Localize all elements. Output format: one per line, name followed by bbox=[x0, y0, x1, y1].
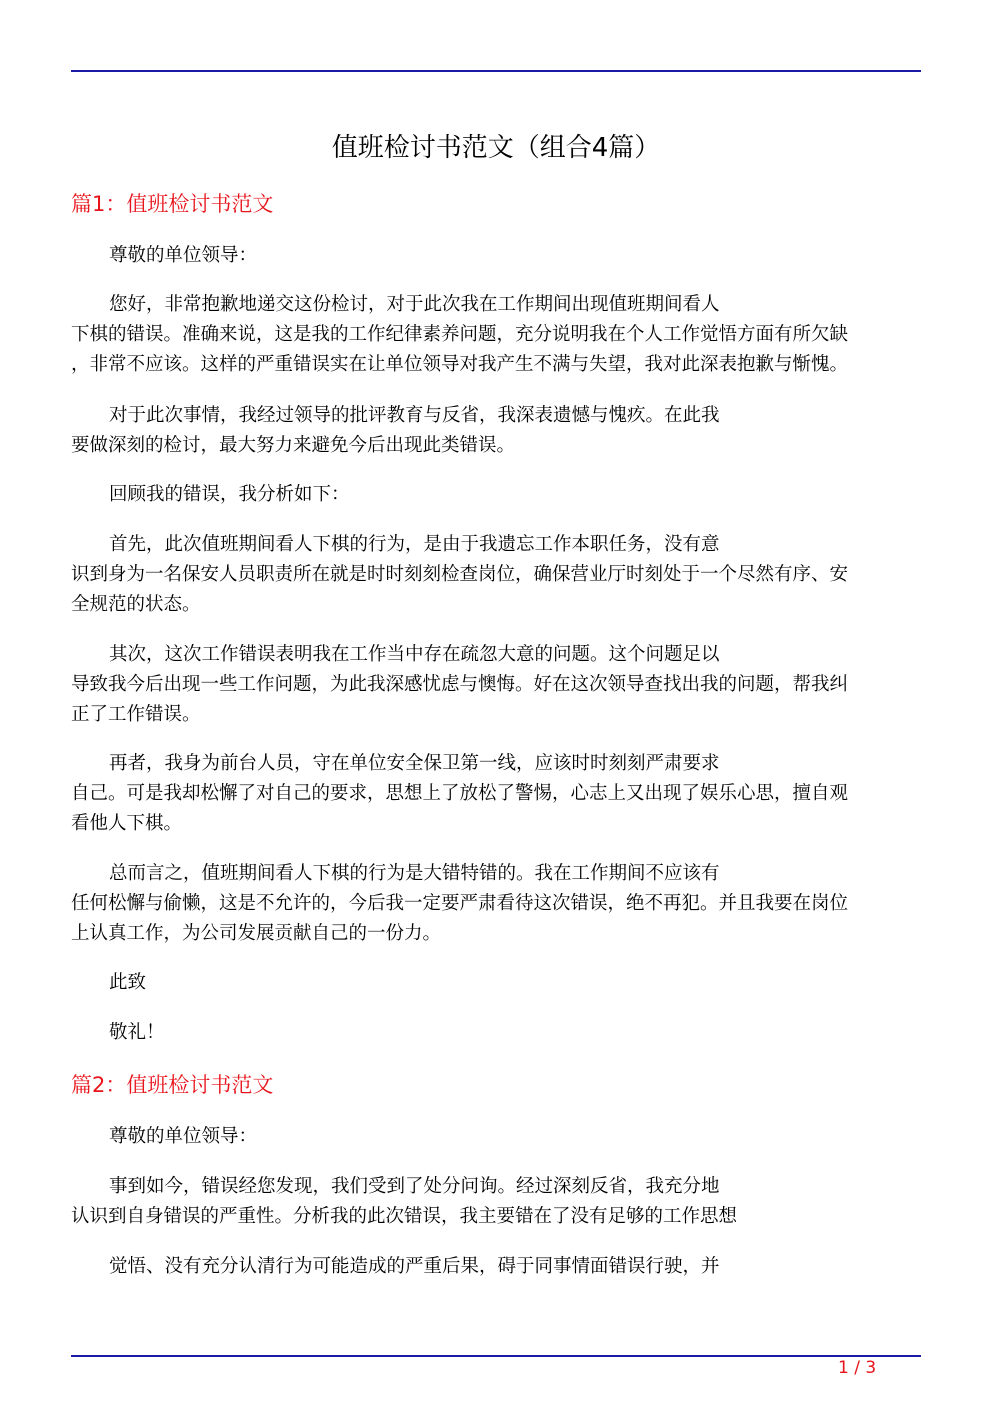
text-line: 认识到自身错误的严重性。分析我的此次错误，我主要错在了没有足够的工作思想 bbox=[71, 1206, 738, 1228]
paragraph bbox=[71, 1172, 737, 1232]
paragraph bbox=[71, 640, 848, 731]
footer-rule bbox=[71, 1355, 921, 1357]
text-line: 尊敬的单位领导： bbox=[109, 245, 258, 266]
paragraph bbox=[71, 530, 848, 621]
text-line: 看他人下棋。 bbox=[71, 813, 183, 835]
paragraph bbox=[71, 968, 146, 998]
page-number: 1 / 3 bbox=[838, 1358, 877, 1378]
text-line: 全规范的状态。 bbox=[71, 594, 201, 616]
text-line: 回顾我的错误，我分析如下： bbox=[109, 484, 350, 505]
paragraph bbox=[71, 290, 848, 381]
text-line: 首先，此次值班期间看人下棋的行为，是由于我遗忘工作本职任务，没有意 bbox=[109, 534, 720, 555]
text-line: 觉悟、没有充分认清行为可能造成的严重后果，碍于同事情面错误行驶，并 bbox=[109, 1256, 720, 1277]
text-line: 要做深刻的检讨，最大努力来避免今后出现此类错误。 bbox=[71, 435, 516, 457]
text-line: 正了工作错误。 bbox=[71, 704, 201, 726]
text-line: 尊敬的单位领导： bbox=[109, 1126, 258, 1147]
text-line: 上认真工作，为公司发展贡献自己的一份力。 bbox=[71, 923, 442, 945]
paragraph bbox=[71, 1122, 257, 1152]
text-line: 此致 bbox=[109, 972, 147, 993]
text-line: 再者，我身为前台人员，守在单位安全保卫第一线，应该时时刻刻严肃要求 bbox=[109, 753, 720, 774]
text-line: 其次，这次工作错误表明我在工作当中存在疏忽大意的问题。这个问题足以 bbox=[109, 644, 720, 665]
text-line: 导致我今后出现一些工作问题，为此我深感忧虑与懊悔。好在这次领导查找出我的问题，帮我纠 bbox=[71, 674, 849, 696]
text-line: 任何松懈与偷懒，这是不允许的，今后我一定要严肃看待这次错误，绝不再犯。并且我要在岗位 bbox=[71, 893, 849, 915]
paragraph bbox=[71, 480, 350, 510]
text-line: 识到身为一名保安人员职责所在就是时时刻刻检查岗位，确保营业厅时刻处于一个尽然有序、安 bbox=[71, 564, 849, 586]
paragraph bbox=[71, 859, 848, 950]
text-line: 自己。可是我却松懈了对自己的要求，思想上了放松了警惕，心志上又出现了娱乐心思，擅自观 bbox=[71, 783, 849, 805]
document-title: 值班检讨书范文（组合4篇） bbox=[331, 133, 661, 163]
text-line: ，非常不应该。这样的严重错误实在让单位领导对我产生不满与失望，我对此深表抱歉与惭愧。 bbox=[71, 354, 849, 376]
paragraph bbox=[71, 241, 257, 271]
text-line: 总而言之，值班期间看人下棋的行为是大错特错的。我在工作期间不应该有 bbox=[109, 863, 720, 884]
header-rule bbox=[71, 70, 921, 72]
paragraph bbox=[71, 1018, 165, 1048]
paragraph bbox=[71, 749, 848, 840]
text-line: 敬礼！ bbox=[109, 1022, 165, 1043]
paragraph bbox=[71, 401, 720, 461]
section-heading: 篇2：值班检讨书范文 bbox=[71, 1073, 274, 1097]
text-line: 对于此次事情，我经过领导的批评教育与反省，我深表遗憾与愧疚。在此我 bbox=[109, 405, 720, 426]
text-line: 您好，非常抱歉地递交这份检讨，对于此次我在工作期间出现值班期间看人 bbox=[109, 294, 720, 315]
section-heading: 篇1：值班检讨书范文 bbox=[71, 192, 274, 216]
text-line: 下棋的错误。准确来说，这是我的工作纪律素养问题，充分说明我在个人工作觉悟方面有所欠缺 bbox=[71, 324, 849, 346]
text-line: 事到如今，错误经您发现，我们受到了处分问询。经过深刻反省，我充分地 bbox=[109, 1176, 720, 1197]
paragraph bbox=[71, 1252, 720, 1282]
